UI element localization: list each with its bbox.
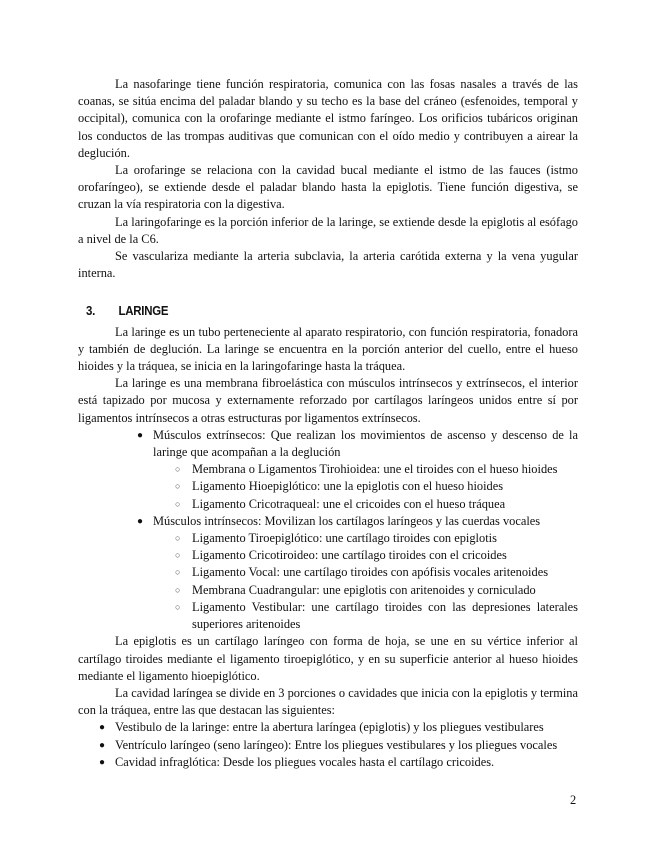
bullet-icon: ● — [99, 756, 106, 768]
list-item: ● Músculos extrínsecos: Que realizan los movimientos de ascenso y descenso de la laringe que acompañan a la deglución ○ Membrana o Ligamentos Tirohioidea: une el tiroides con el hueso hioides ○ Ligamento Hioepiglótico: une la epiglotis con el hueso hioides ○ Ligamento Cricotraqueal: une el cricoides con el hueso tráquea — [153, 427, 578, 513]
list-item: ○ Ligamento Tiroepiglótico: une cartílago tiroides con epiglotis — [192, 530, 578, 547]
sublist — [153, 461, 578, 513]
bullet-icon: ● — [99, 722, 106, 734]
list-item: ○ Ligamento Cricotraqueal: une el cricoides con el hueso tráquea — [192, 496, 578, 513]
document-page — [78, 76, 578, 771]
section-title: LARINGE — [118, 303, 169, 319]
list-item: ● Cavidad infraglótica: Desde los pliegues vocales hasta el cartílago cricoides. — [115, 754, 578, 771]
circle-bullet-icon: ○ — [175, 584, 181, 595]
sublist — [153, 530, 578, 633]
bullet-icon: ● — [137, 515, 144, 527]
circle-bullet-icon: ○ — [175, 464, 181, 475]
paragraph-laringe-membrana: La laringe es una membrana fibroelástica con músculos intrínsecos y extrínsecos, el interior está tapizado por mucosa y externamente reforzado por cartílagos laríngeos unidos entre sí por ligamentos intrínsecos a otras estructuras por ligamentos extrínsecos. — [78, 376, 578, 425]
muscles-list — [78, 427, 578, 633]
circle-bullet-icon: ○ — [175, 550, 181, 561]
list-item: ○ Ligamento Hioepiglótico: une la epiglotis con el hueso hioides — [192, 478, 578, 495]
cavities-list — [78, 719, 578, 771]
list-item: ○ Membrana o Ligamentos Tirohioidea: une el tiroides con el hueso hioides — [192, 461, 578, 478]
list-item: ○ Membrana Cuadrangular: une epiglotis con aritenoides y corniculado — [192, 582, 578, 599]
circle-bullet-icon: ○ — [175, 498, 181, 509]
section-number: 3. — [86, 303, 96, 319]
bullet-icon: ● — [99, 739, 106, 751]
page-number: 2 — [570, 793, 577, 807]
paragraph-laringofaringe: La laringofaringe es la porción inferior de la laringe, se extiende desde la epiglotis al esófago a nivel de la C6. — [78, 214, 578, 246]
list-item: ● Músculos intrínsecos: Movilizan los cartílagos laríngeos y las cuerdas vocales ○ Ligamento Tiroepiglótico: une cartílago tiroides con epiglotis ○ Ligamento Cricotiroideo: une cartílago tiroides con el cricoides ○ Ligamento Vocal: une cartílago tiroides con apófisis vocales aritenoides ○ Membrana Cuadrangular: une epiglotis con aritenoides y corniculado ○ Ligamento Vestibular: une cartílago tiroides con las depresiones laterales superiores aritenoides — [153, 513, 578, 633]
bullet-icon: ● — [137, 429, 144, 441]
paragraph-epiglotis: La epiglotis es un cartílago laríngeo con forma de hoja, se une en su vértice inferior al cartílago tiroides mediante el ligamento tiroepiglótico, y en su superficie anterior al hueso hioides mediante el ligamento hioepiglótico. — [78, 634, 578, 683]
paragraph-laringe-intro: La laringe es un tubo perteneciente al aparato respiratorio, con función respiratoria, fonadora y también de deglución. La laringe se encuentra en la porción anterior del cuello, entre el hueso hioides y la tráquea, se inicia en la laringofaringe hasta la tráquea. — [78, 324, 578, 374]
circle-bullet-icon: ○ — [175, 481, 181, 492]
paragraph-nasofaringe: La nasofaringe tiene función respiratoria, comunica con las fosas nasales a través de las coanas, se sitúa encima del paladar blando y su techo es la base del cráneo (esfenoides, temporal y occipital), comunica con la orofaringe mediante el istmo faríngeo. Los orificios tubáricos originan los conductos de las trompas auditivas que comunican con el oído medio y contribuyen a airear la deglución. — [78, 77, 578, 160]
circle-bullet-icon: ○ — [175, 567, 181, 578]
paragraph-orofaringe: La orofaringe se relaciona con la cavidad bucal mediante el istmo de las fauces (istmo orofaríngeo), se extiende desde el paladar blando hasta la epiglotis. Tiene función digestiva, se cruzan la vía respiratoria con la digestiva. — [78, 163, 578, 212]
list-item: ○ Ligamento Vocal: une cartílago tiroides con apófisis vocales aritenoides — [192, 564, 578, 581]
circle-bullet-icon: ○ — [175, 533, 181, 544]
list-item: ○ Ligamento Vestibular: une cartílago tiroides con las depresiones laterales superiores aritenoides — [175, 599, 578, 632]
section-heading — [86, 302, 519, 319]
paragraph-cavidad: La cavidad laríngea se divide en 3 porciones o cavidades que inicia con la epiglotis y termina con la tráquea, entre las que destacan las siguientes: — [78, 685, 578, 718]
list-item: ● Vestibulo de la laringe: entre la abertura laríngea (epiglotis) y los pliegues vestibulares — [115, 719, 578, 736]
circle-bullet-icon: ○ — [175, 601, 181, 612]
paragraph-vascularizacion: Se vasculariza mediante la arteria subclavia, la arteria carótida externa y la vena yugular interna. — [78, 249, 578, 281]
list-item: ● Ventrículo laríngeo (seno laríngeo): Entre los pliegues vestibulares y los pliegues vocales — [115, 737, 578, 754]
list-item: ○ Ligamento Cricotiroideo: une cartílago tiroides con el cricoides — [192, 547, 578, 564]
